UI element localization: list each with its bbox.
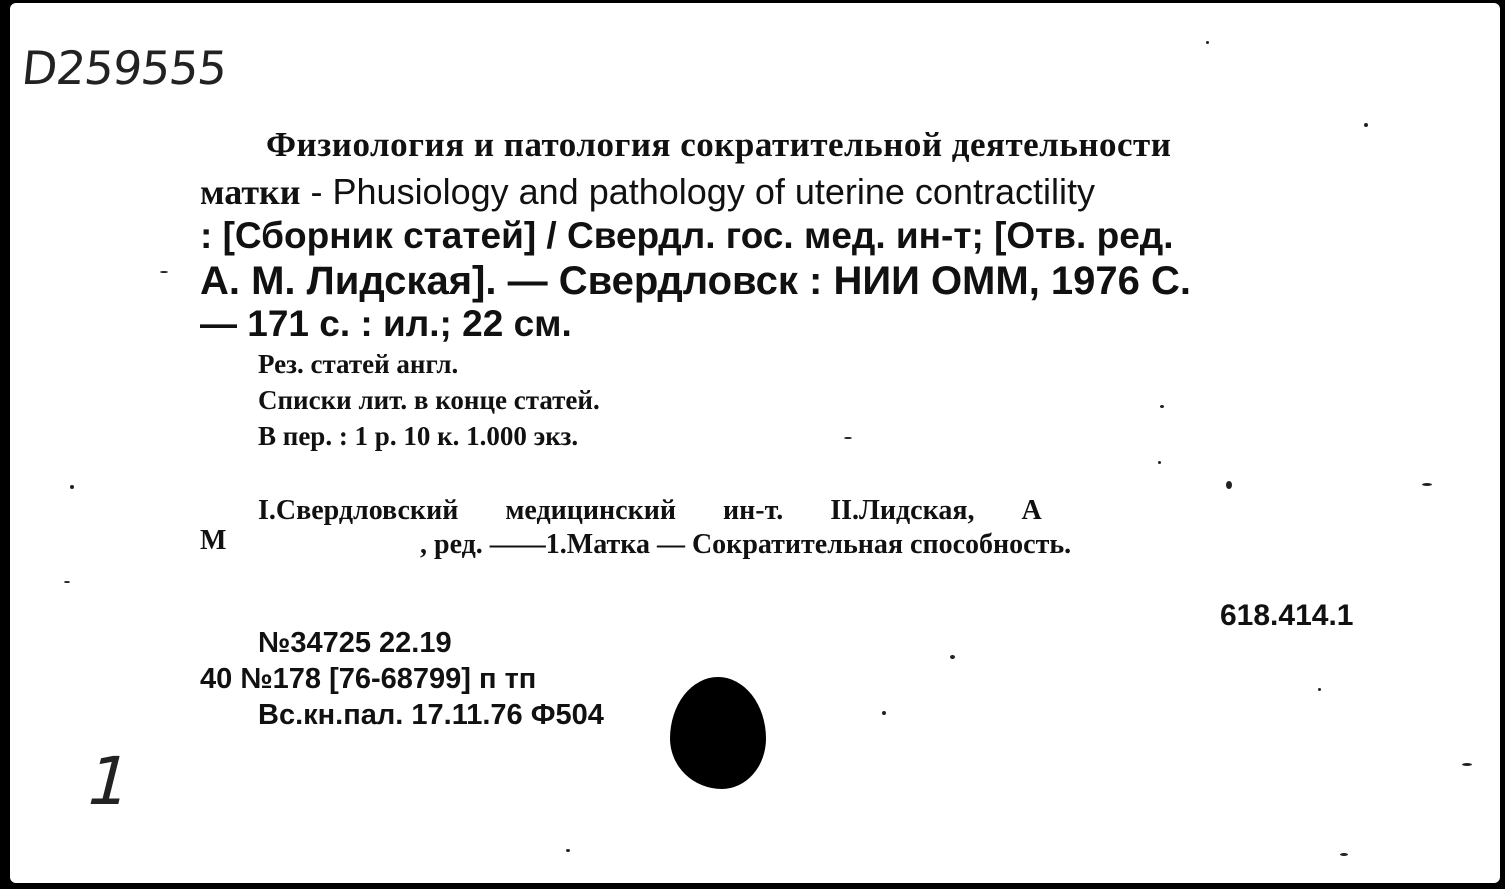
accession-line-3: Вс.кн.пал. 17.11.76 Ф504 bbox=[258, 699, 604, 731]
speck bbox=[160, 271, 168, 273]
speck bbox=[1422, 483, 1432, 486]
speck bbox=[1226, 481, 1232, 489]
title-line-1: Физиология и патология сократительной деятельности bbox=[266, 125, 1172, 164]
subject-headings-line-1: I.Свердловский медицинский ин-т. II.Лидская, А bbox=[258, 495, 1042, 526]
title-line-3: : [Сборник статей] / Свердл. гос. мед. ин-т; [Отв. ред. bbox=[200, 215, 1174, 256]
speck bbox=[70, 485, 74, 489]
catalog-card bbox=[10, 3, 1500, 883]
speck bbox=[1318, 688, 1321, 691]
handwritten-call-number: D259555 bbox=[19, 41, 229, 95]
subject-initial: М bbox=[200, 525, 227, 556]
punch-hole bbox=[670, 677, 766, 789]
speck bbox=[1158, 461, 1161, 464]
speck bbox=[844, 437, 852, 439]
speck bbox=[1340, 853, 1348, 856]
note-price: В пер. : 1 р. 10 к. 1.000 экз. bbox=[258, 421, 579, 451]
title-line-2-russian: матки bbox=[200, 172, 301, 212]
title-line-4: А. М. Лидская]. — Свердловск : НИИ ОММ, 1976 С. bbox=[200, 259, 1192, 303]
subject-headings-line-2: , ред. ——1.Матка — Сократительная способность. bbox=[420, 529, 1072, 560]
speck bbox=[566, 849, 570, 852]
speck bbox=[64, 581, 70, 583]
udc-classification: 618.414.1 bbox=[1220, 599, 1354, 632]
speck bbox=[950, 655, 955, 659]
speck bbox=[1206, 41, 1209, 44]
handwritten-mark: 1 bbox=[78, 743, 140, 820]
title-line-2 bbox=[200, 171, 1095, 213]
speck bbox=[1462, 763, 1472, 766]
accession-line-2: 40 №178 [76-68799] п тп bbox=[200, 663, 537, 695]
speck bbox=[882, 711, 886, 715]
speck bbox=[1364, 123, 1368, 127]
note-summary: Рез. статей англ. bbox=[258, 349, 459, 379]
speck bbox=[1160, 405, 1164, 408]
title-line-5: — 171 с. : ил.; 22 см. bbox=[200, 303, 572, 344]
accession-line-1: №34725 22.19 bbox=[258, 627, 452, 659]
note-bibliography: Списки лит. в конце статей. bbox=[258, 385, 600, 415]
title-line-2-english: - Phusiology and pathology of uterine contractility bbox=[300, 171, 1095, 212]
